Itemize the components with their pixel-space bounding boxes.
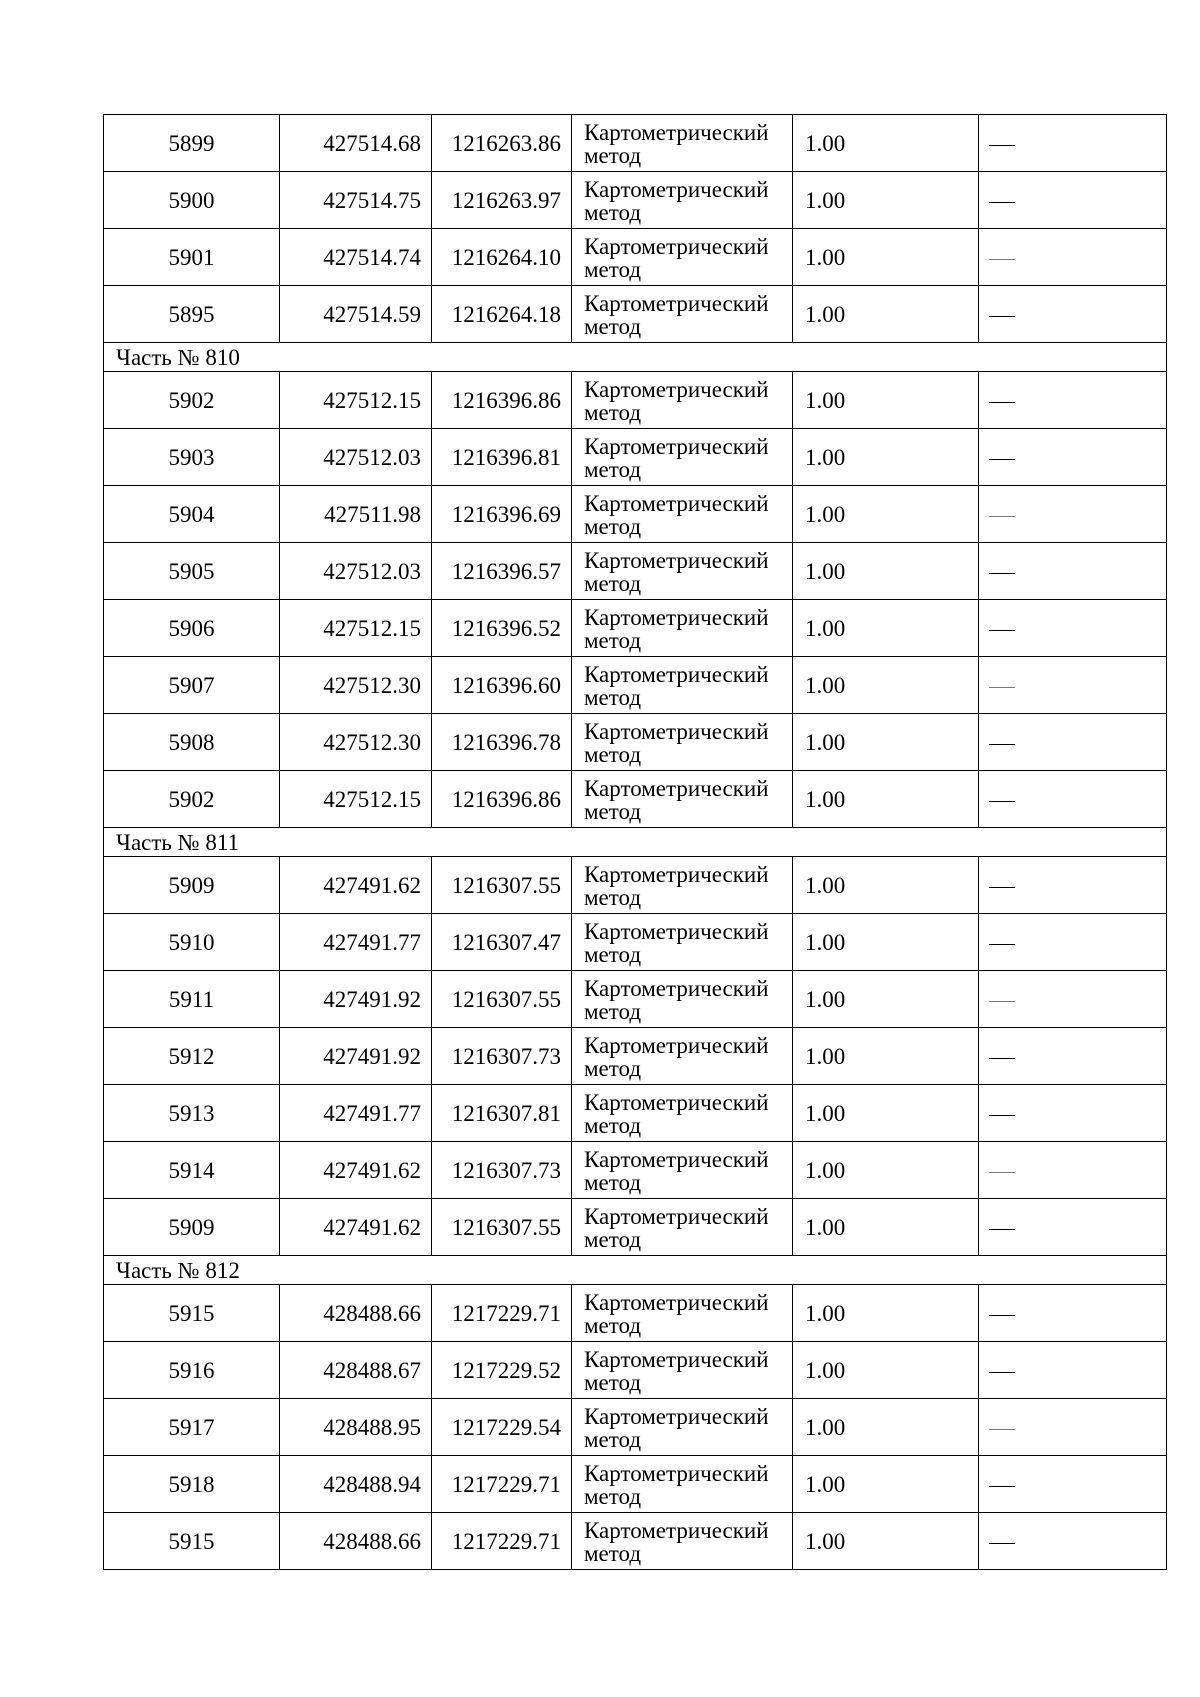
accuracy-cell: 1.00 [793,172,979,229]
dash-mark [989,1486,1015,1487]
description-text [1015,132,1016,133]
method-cell [572,1142,793,1199]
description-text [1015,446,1016,447]
method-text-line: метод [584,256,642,282]
accuracy-cell: 1.00 [793,1285,979,1342]
method-text-line: Картометрический [584,604,769,630]
description-cell [979,429,1167,486]
description-cell [979,115,1167,172]
accuracy-cell: 1.00 [793,1028,979,1085]
description-text [1015,560,1016,561]
dash-mark [989,1315,1015,1316]
x-coordinate-cell: 427491.77 [280,1085,432,1142]
table-row [104,600,1167,657]
y-coordinate-cell: 1216307.73 [432,1142,572,1199]
x-coordinate-cell: 428488.95 [280,1399,432,1456]
x-coordinate-cell: 427512.15 [280,372,432,429]
description-text [1015,189,1016,190]
dash-mark [989,630,1015,631]
accuracy-cell: 1.00 [793,1456,979,1513]
method-cell [572,771,793,828]
dash-mark [989,459,1015,460]
method-cell [572,1342,793,1399]
table-row [104,1285,1167,1342]
method-text-line: метод [584,1312,642,1338]
x-coordinate-cell: 427491.77 [280,914,432,971]
table-row [104,1342,1167,1399]
table-row [104,543,1167,600]
y-coordinate-cell: 1216307.81 [432,1085,572,1142]
method-text-line: метод [584,684,642,710]
method-text-line: метод [584,399,642,425]
method-text-line: Картометрический [584,547,769,573]
x-coordinate-cell: 427512.03 [280,429,432,486]
x-coordinate-cell: 427512.15 [280,600,432,657]
dash-mark [989,1543,1015,1544]
point-number-cell: 5907 [104,657,280,714]
description-cell [979,971,1167,1028]
method-text-line: метод [584,142,642,168]
y-coordinate-cell: 1216396.86 [432,771,572,828]
method-text-line: Картометрический [584,290,769,316]
table-row [104,857,1167,914]
dash-mark [989,801,1015,802]
y-coordinate-cell: 1217229.71 [432,1456,572,1513]
point-number-cell: 5902 [104,372,280,429]
description-cell [979,172,1167,229]
method-text-line: метод [584,627,642,653]
method-text-line: метод [584,884,642,910]
method-cell [572,1085,793,1142]
point-number-cell: 5915 [104,1285,280,1342]
description-text [1015,389,1016,390]
method-cell [572,1456,793,1513]
y-coordinate-cell: 1217229.71 [432,1513,572,1570]
method-cell [572,1285,793,1342]
x-coordinate-cell: 427514.75 [280,172,432,229]
method-text-line: Картометрический [584,975,769,1001]
method-text-line: Картометрический [584,1203,769,1229]
method-cell [572,372,793,429]
method-cell [572,115,793,172]
dash-mark [989,1058,1015,1059]
y-coordinate-cell: 1216263.97 [432,172,572,229]
description-cell [979,1456,1167,1513]
point-number-cell: 5895 [104,286,280,343]
x-coordinate-cell: 427511.98 [280,486,432,543]
description-text [1015,1473,1016,1474]
method-text-line: метод [584,998,642,1024]
x-coordinate-cell: 428488.67 [280,1342,432,1399]
y-coordinate-cell: 1216264.10 [432,229,572,286]
method-text-line: Картометрический [584,1089,769,1115]
x-coordinate-cell: 428488.66 [280,1513,432,1570]
point-number-cell: 5899 [104,115,280,172]
method-text-line: метод [584,1055,642,1081]
table-row [104,486,1167,543]
description-cell [979,543,1167,600]
method-text-line: Картометрический [584,1346,769,1372]
dash-mark [989,1172,1015,1173]
method-text-line: Картометрический [584,490,769,516]
accuracy-cell: 1.00 [793,771,979,828]
y-coordinate-cell: 1216263.86 [432,115,572,172]
method-text-line: Картометрический [584,233,769,259]
description-text [1015,1416,1016,1417]
x-coordinate-cell: 427491.92 [280,971,432,1028]
table-row [104,429,1167,486]
point-number-cell: 5900 [104,172,280,229]
dash-mark [989,944,1015,945]
accuracy-cell: 1.00 [793,914,979,971]
point-number-cell: 5913 [104,1085,280,1142]
y-coordinate-cell: 1216396.81 [432,429,572,486]
dash-mark [989,1115,1015,1116]
description-cell [979,657,1167,714]
x-coordinate-cell: 427514.74 [280,229,432,286]
accuracy-cell: 1.00 [793,429,979,486]
description-cell [979,372,1167,429]
y-coordinate-cell: 1216264.18 [432,286,572,343]
table-row [104,1199,1167,1256]
method-cell [572,1199,793,1256]
method-text-line: метод [584,798,642,824]
table-row [104,172,1167,229]
accuracy-cell: 1.00 [793,657,979,714]
description-cell [979,1142,1167,1199]
table-row [104,1513,1167,1570]
dash-mark [989,1001,1015,1002]
dash-mark [989,687,1015,688]
description-text [1015,503,1016,504]
method-text-line: метод [584,456,642,482]
description-text [1015,874,1016,875]
description-text [1015,617,1016,618]
description-cell [979,1342,1167,1399]
point-number-cell: 5903 [104,429,280,486]
method-cell [572,857,793,914]
method-cell [572,600,793,657]
method-text-line: метод [584,1226,642,1252]
description-cell [979,1513,1167,1570]
method-text-line: Картометрический [584,433,769,459]
description-cell [979,600,1167,657]
accuracy-cell: 1.00 [793,486,979,543]
method-text-line: Картометрический [584,918,769,944]
part-header-row [104,1256,1167,1285]
method-text-line: Картометрический [584,1460,769,1486]
y-coordinate-cell: 1217229.54 [432,1399,572,1456]
coordinates-table-body [104,115,1167,1570]
description-cell [979,1399,1167,1456]
x-coordinate-cell: 428488.94 [280,1456,432,1513]
table-row [104,657,1167,714]
accuracy-cell: 1.00 [793,115,979,172]
method-text-line: Картометрический [584,1032,769,1058]
method-text-line: метод [584,570,642,596]
part-label: Часть № 812 [104,1256,1167,1285]
accuracy-cell: 1.00 [793,1399,979,1456]
accuracy-cell: 1.00 [793,714,979,771]
table-row [104,1456,1167,1513]
method-text-line: метод [584,1112,642,1138]
point-number-cell: 5905 [104,543,280,600]
method-text-line: Картометрический [584,718,769,744]
description-text [1015,1530,1016,1531]
method-text-line: Картометрический [584,1403,769,1429]
dash-mark [989,1372,1015,1373]
method-cell [572,1028,793,1085]
table-row [104,1142,1167,1199]
y-coordinate-cell: 1217229.52 [432,1342,572,1399]
coordinates-table [103,114,1167,1570]
description-text [1015,303,1016,304]
x-coordinate-cell: 427512.30 [280,714,432,771]
method-text-line: Картометрический [584,1289,769,1315]
method-text-line: метод [584,1426,642,1452]
description-text [1015,1102,1016,1103]
point-number-cell: 5918 [104,1456,280,1513]
point-number-cell: 5917 [104,1399,280,1456]
y-coordinate-cell: 1216307.73 [432,1028,572,1085]
x-coordinate-cell: 427512.30 [280,657,432,714]
dash-mark [989,573,1015,574]
description-text [1015,988,1016,989]
table-row [104,1399,1167,1456]
description-cell [979,1285,1167,1342]
x-coordinate-cell: 427512.15 [280,771,432,828]
part-header-row [104,343,1167,372]
method-text-line: метод [584,1169,642,1195]
y-coordinate-cell: 1216396.78 [432,714,572,771]
accuracy-cell: 1.00 [793,543,979,600]
dash-mark [989,259,1015,260]
description-text [1015,731,1016,732]
y-coordinate-cell: 1216396.52 [432,600,572,657]
description-cell [979,229,1167,286]
y-coordinate-cell: 1216396.69 [432,486,572,543]
table-row [104,1028,1167,1085]
method-text-line: метод [584,313,642,339]
method-cell [572,1513,793,1570]
method-text-line: Картометрический [584,176,769,202]
description-text [1015,246,1016,247]
table-row [104,914,1167,971]
method-text-line: метод [584,1483,642,1509]
description-cell [979,286,1167,343]
method-text-line: метод [584,199,642,225]
method-cell [572,714,793,771]
description-text [1015,931,1016,932]
description-text [1015,1302,1016,1303]
point-number-cell: 5915 [104,1513,280,1570]
method-text-line: метод [584,741,642,767]
description-text [1015,788,1016,789]
table-row [104,771,1167,828]
description-cell [979,1028,1167,1085]
accuracy-cell: 1.00 [793,1142,979,1199]
table-row [104,372,1167,429]
method-text-line: Картометрический [584,376,769,402]
method-text-line: метод [584,941,642,967]
description-text [1015,1159,1016,1160]
point-number-cell: 5916 [104,1342,280,1399]
description-cell [979,1085,1167,1142]
accuracy-cell: 1.00 [793,229,979,286]
y-coordinate-cell: 1216307.55 [432,1199,572,1256]
method-text-line: Картометрический [584,1146,769,1172]
description-cell [979,914,1167,971]
method-text-line: Картометрический [584,861,769,887]
dash-mark [989,402,1015,403]
table-row [104,286,1167,343]
accuracy-cell: 1.00 [793,971,979,1028]
description-cell [979,771,1167,828]
accuracy-cell: 1.00 [793,857,979,914]
point-number-cell: 5902 [104,771,280,828]
description-cell [979,486,1167,543]
x-coordinate-cell: 427491.92 [280,1028,432,1085]
method-cell [572,172,793,229]
method-cell [572,286,793,343]
accuracy-cell: 1.00 [793,1085,979,1142]
description-text [1015,674,1016,675]
method-cell [572,486,793,543]
point-number-cell: 5910 [104,914,280,971]
method-cell [572,429,793,486]
x-coordinate-cell: 427514.59 [280,286,432,343]
dash-mark [989,202,1015,203]
method-text-line: метод [584,1369,642,1395]
y-coordinate-cell: 1216307.47 [432,914,572,971]
method-cell [572,229,793,286]
description-cell [979,857,1167,914]
method-cell [572,1399,793,1456]
dash-mark [989,145,1015,146]
y-coordinate-cell: 1216396.86 [432,372,572,429]
dash-mark [989,1429,1015,1430]
dash-mark [989,744,1015,745]
description-text [1015,1216,1016,1217]
part-label: Часть № 810 [104,343,1167,372]
table-row [104,714,1167,771]
y-coordinate-cell: 1216396.57 [432,543,572,600]
dash-mark [989,887,1015,888]
part-header-row [104,828,1167,857]
part-label: Часть № 811 [104,828,1167,857]
point-number-cell: 5906 [104,600,280,657]
accuracy-cell: 1.00 [793,1342,979,1399]
method-text-line: Картометрический [584,775,769,801]
method-cell [572,971,793,1028]
y-coordinate-cell: 1216307.55 [432,857,572,914]
table-row [104,971,1167,1028]
method-text-line: метод [584,513,642,539]
table-row [104,115,1167,172]
accuracy-cell: 1.00 [793,286,979,343]
accuracy-cell: 1.00 [793,1513,979,1570]
y-coordinate-cell: 1216396.60 [432,657,572,714]
point-number-cell: 5901 [104,229,280,286]
y-coordinate-cell: 1216307.55 [432,971,572,1028]
description-text [1015,1045,1016,1046]
method-cell [572,914,793,971]
point-number-cell: 5909 [104,1199,280,1256]
point-number-cell: 5912 [104,1028,280,1085]
point-number-cell: 5911 [104,971,280,1028]
x-coordinate-cell: 427491.62 [280,857,432,914]
description-cell [979,1199,1167,1256]
accuracy-cell: 1.00 [793,1199,979,1256]
method-text-line: метод [584,1540,642,1566]
method-cell [572,657,793,714]
x-coordinate-cell: 427491.62 [280,1142,432,1199]
table-row [104,1085,1167,1142]
x-coordinate-cell: 427491.62 [280,1199,432,1256]
x-coordinate-cell: 428488.66 [280,1285,432,1342]
point-number-cell: 5909 [104,857,280,914]
x-coordinate-cell: 427514.68 [280,115,432,172]
point-number-cell: 5914 [104,1142,280,1199]
dash-mark [989,516,1015,517]
accuracy-cell: 1.00 [793,372,979,429]
method-text-line: Картометрический [584,1517,769,1543]
point-number-cell: 5904 [104,486,280,543]
description-text [1015,1359,1016,1360]
y-coordinate-cell: 1217229.71 [432,1285,572,1342]
dash-mark [989,316,1015,317]
table-row [104,229,1167,286]
x-coordinate-cell: 427512.03 [280,543,432,600]
method-text-line: Картометрический [584,661,769,687]
accuracy-cell: 1.00 [793,600,979,657]
dash-mark [989,1229,1015,1230]
method-text-line: Картометрический [584,119,769,145]
description-cell [979,714,1167,771]
method-cell [572,543,793,600]
point-number-cell: 5908 [104,714,280,771]
